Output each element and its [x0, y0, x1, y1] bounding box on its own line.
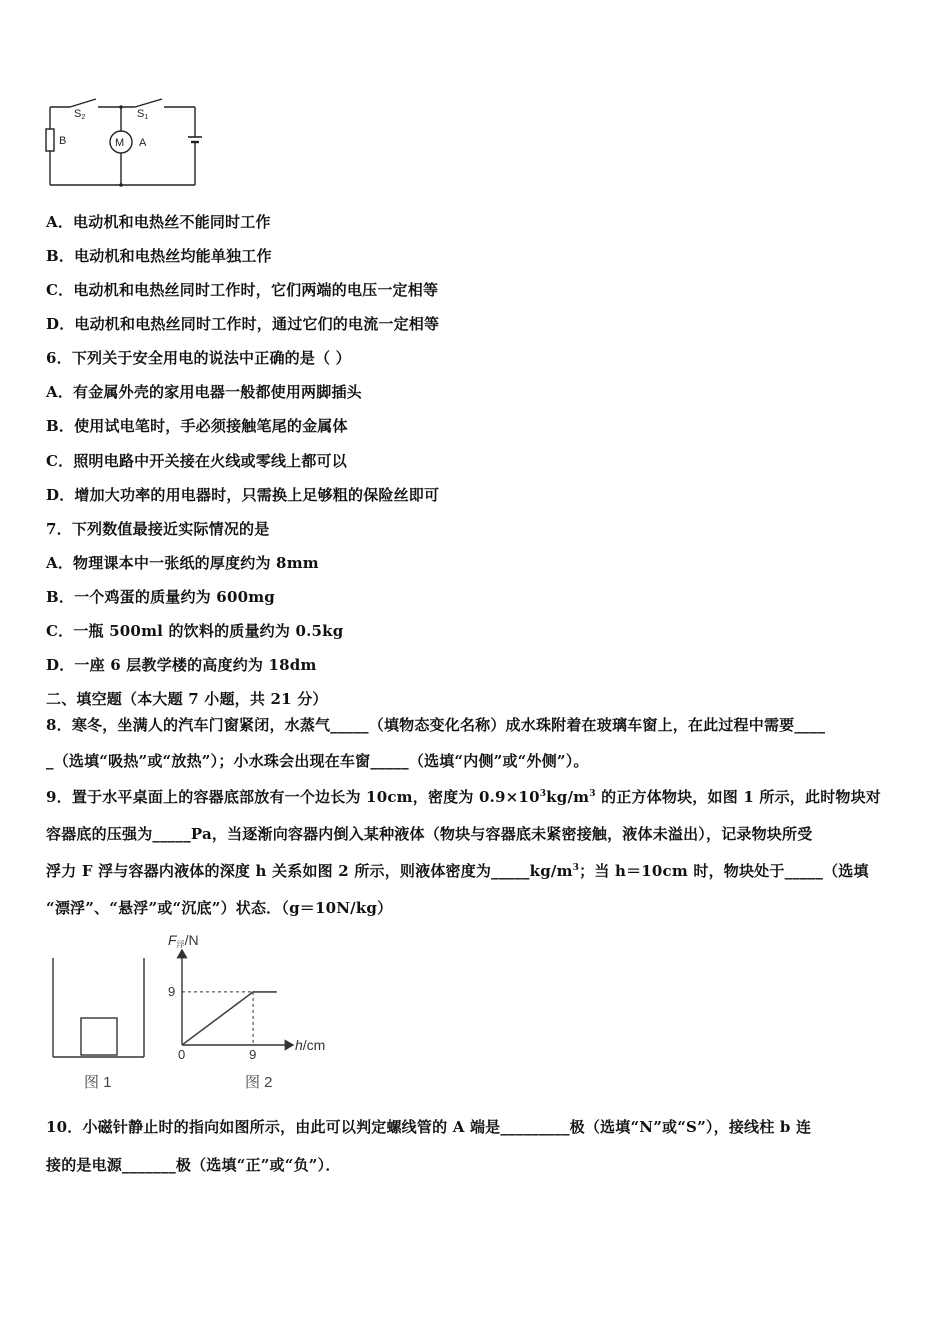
q7-option-d: D．一座 6 层教学楼的高度约为 18dm [46, 656, 317, 674]
q7-option-a: A．物理课本中一张纸的厚度约为 8mm [46, 554, 319, 572]
q8-line-2: _（选填“吸热”或“放热”）；小水珠会出现在车窗_____（选填“内侧”或“外侧”）。 [46, 752, 589, 770]
s1-label: S [137, 108, 145, 120]
q8-line-1: 8．寒冬，坐满人的汽车门窗紧闭，水蒸气_____（填物态变化名称）成水珠附着在玻璃车窗上，在此过程中需要____ [46, 716, 826, 734]
motor-label: M [115, 137, 125, 149]
fig1-label: 图 1 [84, 1074, 112, 1091]
switch-s1 [135, 99, 162, 107]
x-axis-label: h [295, 1037, 303, 1053]
svg-text:F浮/N: F浮/N [168, 932, 199, 949]
svg-text:S2: S2 [74, 108, 86, 121]
a-label: A [139, 137, 147, 149]
q6-option-b: B．使用试电笔时，手必须接触笔尾的金属体 [46, 417, 348, 435]
q5-option-a: A．电动机和电热丝不能同时工作 [46, 213, 271, 231]
switch-s2 [70, 99, 96, 107]
q6-option-c: C．照明电路中开关接在火线或零线上都可以 [46, 452, 347, 470]
circuit-diagram [40, 95, 210, 193]
q7-option-b: B．一个鸡蛋的质量约为 600mg [46, 588, 275, 606]
q9-line-2: 容器底的压强为_____Pa，当逐渐向容器内倒入某种液体（物块与容器底未紧密接触，液体未溢出），记录物块所受 [46, 825, 813, 843]
series-line [182, 992, 277, 1045]
svg-text:h/cm: h/cm [295, 1037, 326, 1053]
q5-option-b: B．电动机和电热丝均能单独工作 [46, 247, 272, 265]
resistor-b [46, 129, 54, 151]
svg-text:S1: S1 [137, 108, 149, 121]
y-tick-9: 9 [168, 983, 176, 999]
q6-stem: 6．下列关于安全用电的说法中正确的是（ ） [46, 349, 351, 367]
figure-2 [160, 928, 340, 1095]
q5-option-d: D．电动机和电热丝同时工作时，通过它们的电流一定相等 [46, 315, 440, 333]
q10-line-2: 接的是电源_______极（选填“正”或“负”）． [46, 1156, 341, 1174]
section-heading: 二、填空题（本大题 7 小题，共 21 分） [46, 690, 328, 708]
x-tick-9: 9 [249, 1047, 257, 1062]
q9-line-1: 9．置于水平桌面上的容器底部放有一个边长为 10cm，密度为 $0.9\times 10^3kg/m^3$ 的正方体物块，如图 1 所示，此时物块对 [46, 788, 881, 806]
q10-line-1: 10．小磁针静止时的指向如图所示，由此可以判定螺线管的 A 端是_________极（选填“N”或“S”），接线柱 b 连 [46, 1118, 812, 1136]
fig2-label: 图 2 [245, 1074, 273, 1091]
figure-1 [44, 955, 154, 1095]
s2-label: S [74, 108, 82, 120]
b-label: B [59, 135, 67, 147]
q6-option-d: D．增加大功率的用电器时，只需换上足够粗的保险丝即可 [46, 486, 440, 504]
q6-option-a: A．有金属外壳的家用电器一般都使用两脚插头 [46, 383, 362, 401]
q7-option-c: C．一瓶 500ml 的饮料的质量约为 0.5kg [46, 622, 344, 640]
q9-line-4: “漂浮”、“悬浮”或“沉底”）状态．（g＝10N/kg） [46, 899, 393, 917]
cube-block [81, 1018, 117, 1055]
q5-option-c: C．电动机和电热丝同时工作时，它们两端的电压一定相等 [46, 281, 439, 299]
q9-line-3: 浮力 F 浮与容器内液体的深度 h 关系如图 2 所示，则液体密度为$\_\_\_\_\_kg/m^3$；当 h＝10cm 时，物块处于_____（选填 [46, 862, 869, 880]
origin-label: 0 [178, 1047, 186, 1062]
q7-stem: 7．下列数值最接近实际情况的是 [46, 520, 270, 538]
y-axis-label: F [168, 932, 177, 948]
